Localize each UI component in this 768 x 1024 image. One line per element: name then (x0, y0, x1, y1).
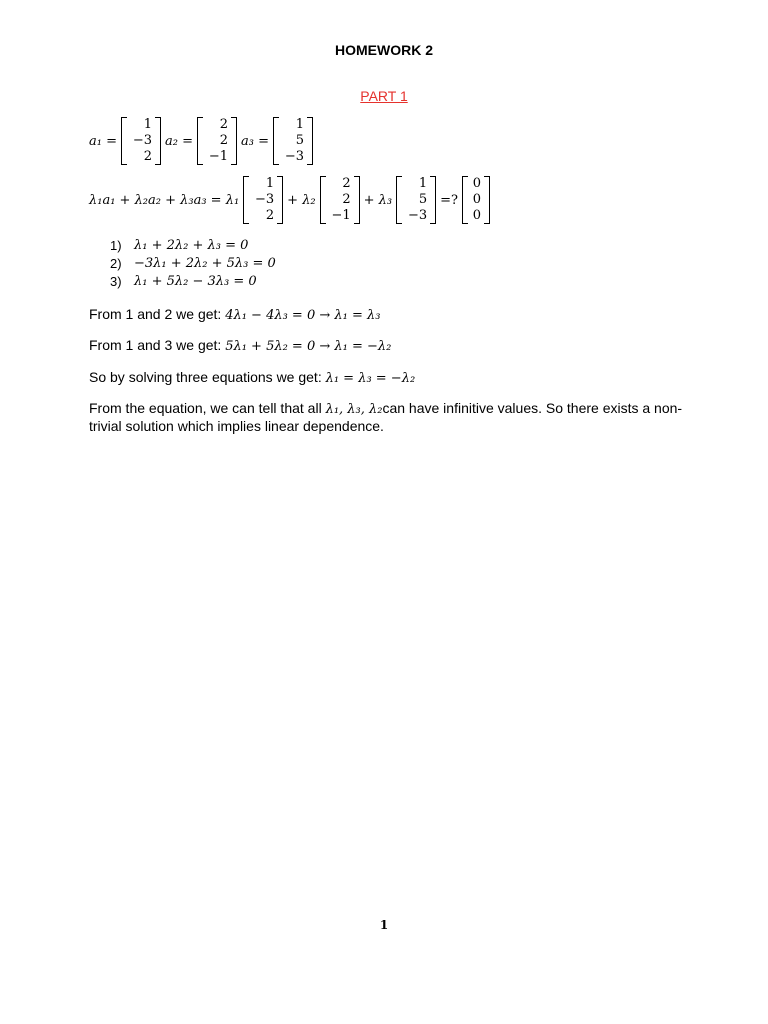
paragraph-text: trivial solution which implies linear dependence. (89, 418, 384, 434)
paragraph-2 (89, 337, 391, 355)
vector-a1-entry: 2 (143, 149, 152, 164)
combination-lhs: λ₁a₁ + λ₂a₂ + λ₃a₃ = λ₁ (89, 192, 240, 208)
combination-vector-3 (396, 176, 436, 224)
matrix-entry: 5 (418, 192, 428, 207)
equation-text: λ₁ + 2λ₂ + λ₃ = 0 (134, 238, 249, 253)
matrix-entry: 0 (472, 208, 482, 223)
vector-a3-entry: 5 (295, 133, 304, 148)
combination-op-1: + λ₂ (287, 192, 316, 208)
paragraph-math: λ₁, λ₃, λ₂ (325, 402, 383, 417)
paragraph-math: 4λ₁ − 4λ₃ = 0 → λ₁ = λ₃ (225, 308, 381, 323)
paragraph-1 (89, 306, 380, 324)
a1-label: a₁ = (89, 133, 117, 149)
paragraph-3 (89, 369, 415, 387)
vector-a1-entry: −3 (132, 133, 152, 148)
paragraph-text: can have infinitive values. So there exists a non- (382, 400, 683, 416)
matrix-entry: 2 (265, 208, 275, 223)
vector-a2-entry: 2 (219, 133, 228, 148)
vector-a3-entry: −3 (284, 149, 304, 164)
matrix-entry: 0 (472, 176, 482, 191)
linear-combination (89, 176, 494, 224)
zero-vector (462, 176, 490, 224)
equation-text: λ₁ + 5λ₂ − 3λ₃ = 0 (134, 274, 257, 289)
equation-number: 3) (110, 274, 122, 289)
page-title: HOMEWORK 2 (335, 42, 433, 58)
equation-list (110, 237, 276, 291)
equation-text: −3λ₁ + 2λ₂ + 5λ₃ = 0 (134, 256, 276, 271)
paragraph-text: From the equation, we can tell that all (89, 400, 326, 416)
matrix-entry: 1 (418, 176, 428, 191)
vector-a1 (121, 117, 161, 165)
vector-definitions (89, 117, 317, 165)
equation-number: 1) (110, 238, 122, 253)
matrix-entry: 2 (342, 192, 351, 207)
vector-a3-entry: 1 (295, 117, 304, 132)
matrix-entry: 2 (342, 176, 351, 191)
matrix-entry: 0 (472, 192, 482, 207)
list-item (110, 255, 276, 273)
paragraph-text: From 1 and 2 we get: (89, 306, 226, 322)
combination-vector-2 (320, 176, 360, 224)
combination-op-2: + λ₃ (363, 192, 393, 208)
vector-a2 (197, 117, 237, 165)
list-item (110, 237, 276, 255)
paragraph-math: 5λ₁ + 5λ₂ = 0 → λ₁ = −λ₂ (225, 339, 392, 354)
vector-a2-entry: −1 (208, 149, 228, 164)
matrix-entry: −1 (331, 208, 351, 223)
vector-a2-entry: 2 (219, 117, 228, 132)
vector-a1-entry: 1 (143, 117, 152, 132)
matrix-entry: −3 (407, 208, 428, 223)
paragraph-4 (89, 400, 682, 435)
paragraph-text: From 1 and 3 we get: (89, 337, 226, 353)
section-heading: PART 1 (360, 88, 408, 104)
paragraph-text: So by solving three equations we get: (89, 369, 326, 385)
page-number: 1 (379, 918, 389, 932)
combination-vector-1 (243, 176, 283, 224)
a2-label: a₂ = (165, 133, 193, 149)
list-item (110, 273, 276, 291)
combination-op-3: =? (440, 192, 459, 208)
matrix-entry: −3 (255, 192, 275, 207)
a3-label: a₃ = (241, 133, 269, 149)
matrix-entry: 1 (265, 176, 275, 191)
equation-number: 2) (110, 256, 122, 271)
vector-a3 (273, 117, 313, 165)
paragraph-math: λ₁ = λ₃ = −λ₂ (325, 371, 416, 386)
